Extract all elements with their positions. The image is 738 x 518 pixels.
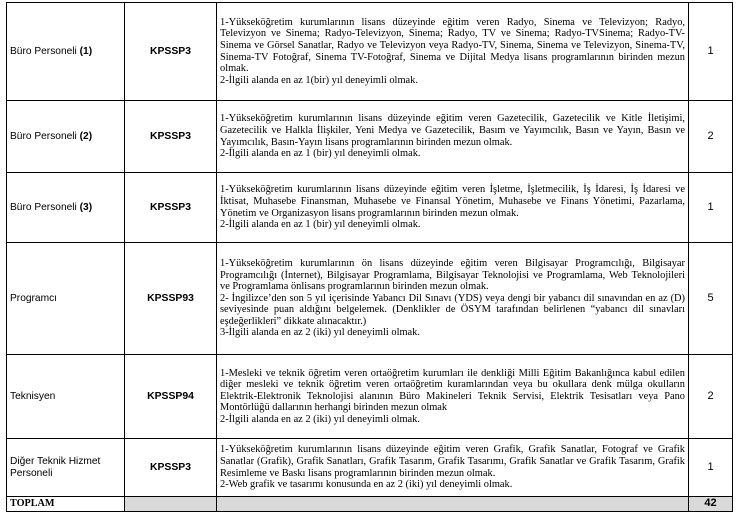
quota-cell: 1 [689,439,733,497]
requirements-cell [217,243,689,355]
requirement-line: 1-Yükseköğretim kurumlarının lisans düzeyinde eğitim veren Gazetecilik, Gazetecilik ve Kitle İletişimi, Gazetecilik ve Halkla İlişkiler, Yeni Medya ve Gazetecilik, Basım ve Yayımcılık, Basın ve Yayın, Basın ve Yayımcılık, Basın-Yayın lisans programlarının birinden mezun olmak. [220,113,685,148]
requirement-line: 2-İlgili alanda en az 1 (bir) yıl deneyimli olmak. [220,148,421,160]
total-value: 42 [689,497,733,512]
position-cell: Diğer Teknik Hizmet Personeli [7,439,125,497]
requirement-line: 3-İlgili alanda en az 2 (iki) yıl deneyimli olmak. [220,327,420,339]
requirements-cell [217,173,689,243]
requirement-line: 1-Mesleki ve teknik öğretim veren ortaöğretim kurumları ile denkliği Milli Eğitim Bakanlığınca kabul edilen diğer mesleki ve teknik öğretim veren ortaöğretim kuramlarından veya bu okullara denk mülga okulların Elektrik-Elektronik Teknolojisi alanının Büro Makineleri Teknik Servisi, Elektrik Tesisatları veya Pano Montörlüğü dallarının herhangi birinden mezun olmak [220,367,685,414]
requirement-line: 1-Yükseköğretim kurumlarının lisans düzeyinde eğitim veren İşletme, İşletmecilik, İş İdaresi, İş İdaresi ve İktisat, Muhasebe Finansman, Muhasebe ve Finansal Yönetim, Muhasebe ve Finans Yönetimi, Pazarlama, Yönetim ve Organizasyon lisans programlarının birinden mezun olmak. [220,184,685,219]
position-cell: Büro Personeli (3) [7,173,125,243]
quota-cell: 1 [689,3,733,101]
table-row [7,355,733,439]
requirement-line: 1-Yükseköğretim kurumlarının lisans düzeyinde eğitim veren Radyo, Sinema ve Televizyon; Radyo, Televizyon ve Sinema; Radyo-Televizyon, Sinema; Radyo, TV ve Sinema; Radyo-TVSinema; Radyo-TV-Sinema ve Görsel Sanatlar, Radyo ve Televizyon veya Radyo-TV, Sinema, Sinema ve Televizyon, Sinema-TV, Sinema-TV Fotoğraf, Sinema TV-Fotoğraf, Sinema ve Dijital Medya lisans programlarının birinden mezun olmak. [220,16,685,75]
exam-code-cell: KPSSP3 [125,3,217,101]
requirements-cell [217,439,689,497]
total-spacer [125,497,217,512]
quota-cell: 2 [689,355,733,439]
requirement-line: 2-Web grafik ve tasarımı konusunda en az 2 (iki) yıl deneyimli olmak. [220,479,513,491]
table-row [7,3,733,101]
positions-table [6,2,733,512]
table-row [7,101,733,173]
requirement-line: 1-Yükseköğretim kurumlarının lisans düzeyinde eğitim veren Grafik, Grafik Sanatlar, Fotograf ve Grafik Sanatlar (Grafik), Grafik Sanatları, Grafik Tasarım, Grafik Tasarımı, Grafik Sanatlar ve Grafik Tasarım, Grafik Resimleme ve Baskı lisans programlarının birinden mezun olmak. [220,444,685,479]
exam-code-cell: KPSSP3 [125,173,217,243]
quota-cell: 1 [689,173,733,243]
total-label: TOPLAM [7,497,125,512]
table-row [7,173,733,243]
total-row [7,497,733,512]
position-cell: Programcı [7,243,125,355]
quota-cell: 5 [689,243,733,355]
position-cell: Teknisyen [7,355,125,439]
table-row [7,243,733,355]
total-spacer [217,497,689,512]
requirement-line: 2- İngilizce’den son 5 yıl içerisinde Yabancı Dil Sınavı (YDS) veya dengi bir yabancı dil sınavından en az (D) seviyesinde puan aldığını belgelemek. (Denklikler de ÖSYM tarafından belirlenen “yabancı dil sınavları eşdeğerlikleri” dikkate alınacaktır.) [220,292,685,327]
exam-code-cell: KPSSP3 [125,439,217,497]
requirement-line: 1-Yükseköğretim kurumlarının ön lisans düzeyinde eğitim veren Bilgisayar Programcılığı, Bilgisayar Programcılığı (İnternet), Bilgisayar Programlama, Bilgisayar Teknolojisi ve Programlama, Web Teknolojileri ve Programlama önlisans programlarının birinden mezun olmak. [220,257,685,293]
exam-code-cell: KPSSP93 [125,243,217,355]
requirements-cell [217,355,689,439]
requirements-cell [217,101,689,173]
requirement-line: 2-İlgili alanda en az 1(bir) yıl deneyimli olmak. [220,74,418,86]
exam-code-cell: KPSSP3 [125,101,217,173]
exam-code-cell: KPSSP94 [125,355,217,439]
position-cell: Büro Personeli (1) [7,3,125,101]
quota-cell: 2 [689,101,733,173]
requirement-line: 2-İlgili alanda en az 1 (bir) yıl deneyimli olmak. [220,219,421,231]
requirements-cell [217,3,689,101]
position-cell: Büro Personeli (2) [7,101,125,173]
requirement-line: 2-İlgili alanda en az 2 (iki) yıl deneyimli olmak. [220,413,420,425]
table-row [7,439,733,497]
